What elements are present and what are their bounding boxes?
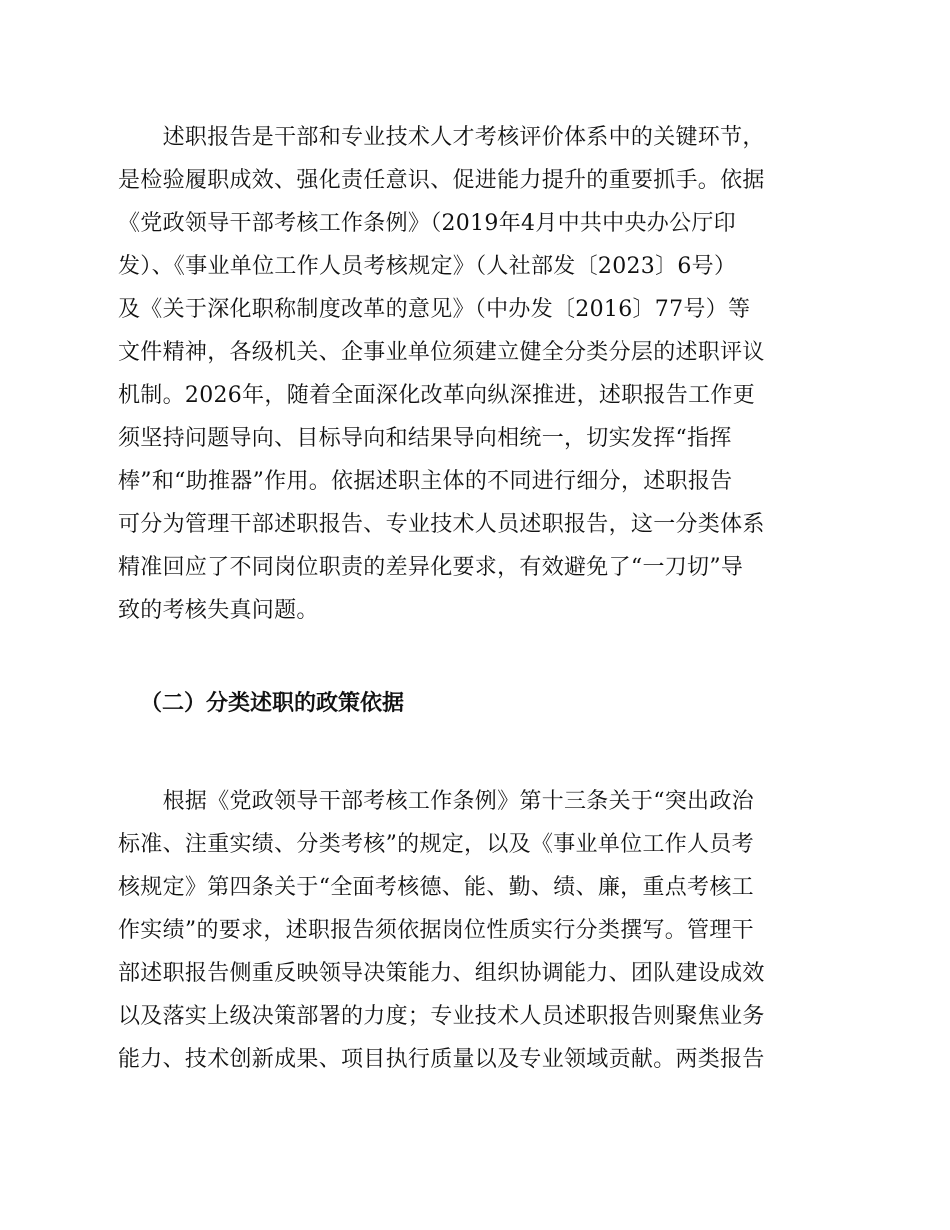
paragraph-line: 根据《党政领导干部考核工作条例》第十三条关于“突出政治	[118, 789, 754, 814]
paragraph-line: 精准回应了不同岗位职责的差异化要求，有效避免了“一刀切”导	[118, 555, 744, 580]
paragraph-line: 须坚持问题导向、目标导向和结果导向相统一，切实发挥“指挥	[118, 426, 732, 451]
paragraph-line: 是检验履职成效、强化责任意识、促进能力提升的重要抓手。依据	[118, 168, 765, 193]
section-heading: （二）分类述职的政策依据	[140, 690, 405, 716]
paragraph-line: 及《关于深化职称制度改革的意见》（中办发〔2016〕77号）等	[118, 297, 751, 322]
paragraph-line: 核规定》第四条关于“全面考核德、能、勤、绩、廉，重点考核工	[118, 875, 754, 900]
paragraph-line: 可分为管理干部述职报告、专业技术人员述职报告，这一分类体系	[118, 512, 765, 537]
paragraph-line: 作实绩”的要求，述职报告须依据岗位性质实行分类撰写。管理干	[118, 918, 754, 943]
paragraph-line: 述职报告是干部和专业技术人才考核评价体系中的关键环节，	[118, 125, 765, 150]
paragraph-line: 棒”和“助推器”作用。依据述职主体的不同进行细分，述职报告	[118, 469, 733, 494]
paragraph-line: 能力、技术创新成果、项目执行质量以及专业领域贡献。两类报告	[118, 1047, 765, 1072]
paragraph-line: 《党政领导干部考核工作条例》（2019年4月中共中央办公厅印	[118, 211, 736, 236]
paragraph-line: 以及落实上级决策部署的力度；专业技术人员述职报告则聚焦业务	[118, 1004, 765, 1029]
paragraph-line: 标准、注重实绩、分类考核”的规定，以及《事业单位工作人员考	[118, 832, 754, 857]
paragraph-line: 致的考核失真问题。	[118, 598, 319, 623]
paragraph-line: 文件精神，各级机关、企事业单位须建立健全分类分层的述职评议	[118, 340, 765, 365]
paragraph-line: 部述职报告侧重反映领导决策能力、组织协调能力、团队建设成效	[118, 961, 765, 986]
paragraph-line: 机制。2026年，随着全面深化改革向纵深推进，述职报告工作更	[118, 383, 755, 408]
paragraph-line: 发）、《事业单位工作人员考核规定》（人社部发〔2023〕6号）	[118, 254, 737, 279]
